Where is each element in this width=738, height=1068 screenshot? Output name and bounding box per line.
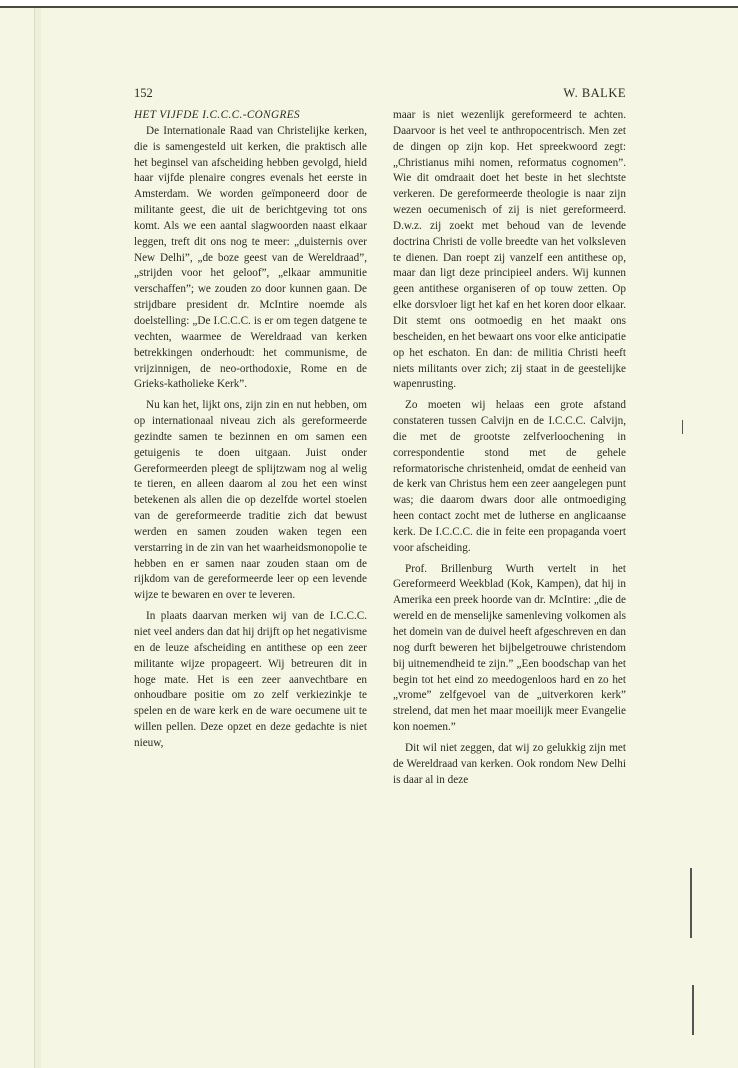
left-paragraph-1: De Internationale Raad van Christelijke kerken, die is samengesteld uit kerken, die praktisch alle het beginsel van afscheiding hebben gevolgd, hield haar vijfde plenaire congres evenals het eerste in Amsterdam. We worden geïmponeerd door de militante geest, die uit de berichtgeving tot ons komt. Als we een aantal slagwoorden naast elkaar leggen, treft dit ons nog te meer: „duisternis over New Delhi”, „de boze geest van de Wereldraad”, „strijden voor het geloof”, „elkaar ammunitie verschaffen”; we zouden zo door kunnen gaan. De strijdbare president dr. McIntire noemde als doelstelling: „De I.C.C.C. is er om tegen datgene te vechten, waarmee de Wereldraad van kerken betrekkingen onderhoudt: het communisme, de vrijzinnigen, de neo-orthodoxie, Rome en de Grieks-katholieke Kerk”. bbox=[134, 124, 367, 391]
scan-artifact-mark bbox=[682, 420, 683, 434]
right-column bbox=[393, 108, 626, 788]
right-paragraph-1: maar is niet wezenlijk gereformeerd te achten. Daarvoor is het veel te anthropocentrisch. Men zet de dingen op zijn kop. Het spreekwoord zegt: „Christianus mihi nomen, reformatus cognomen”. Wie dit omdraait doet het beste in het slechtste verkeren. De gereformeerde theologie is naar zijn wezen oecumenisch of zij is niet gereformeerd. D.w.z. zij zoekt met behoud van de levende doctrina Christi de volle breedte van het volksleven te dienen. Dan roept zij vanzelf een antithese op, maar dan ligt deze principieel anders. Wij kunnen geen antithese organiseren of op touw zetten. Op elke dorsvloer ligt het kaf en het koren door elkaar. Dit stemt ons ootmoedig en het maakt ons bescheiden, en het bewaart ons voor elke anticipatie op het eschaton. En dan: de militia Christi heeft niets militants over zich; zij staat in de geestelijke wapenrusting. bbox=[393, 109, 626, 391]
left-paragraph-3: In plaats daarvan merken wij van de I.C.C.C. niet veel anders dan dat hij drijft op het negativisme en de leuze afscheiding en antithese op een zeer militante wijze propageert. Wij betreuren dit in hoge mate. Het is een zeer aanvechtbare en onhoudbare positie om zo zelf verkiezinkje te spelen en de ware kerk en de ware oecumene uit te willen pellen. Deze opzet en deze gedachte is niet nieuw, bbox=[134, 610, 367, 749]
page-number: 152 bbox=[134, 86, 153, 100]
scan-artifact-mark bbox=[692, 985, 694, 1035]
left-column bbox=[134, 108, 367, 752]
right-paragraph-3: Prof. Brillenburg Wurth vertelt in het Gereformeerd Weekblad (Kok, Kampen), dat hij in Amerika een preek hoorde van dr. McIntire: „die de wereld en de menselijke samenleving volkomen als het domein van de duivel heeft afgeschreven en dan nog durft beweren het bijbelgetrouwe christendom bij uitnemendheid te zijn.” „Een boodschap van het begin tot het eind zo meedogenloos hard en zo het „vrome” zelfgevoel van de „uitverkoren kerk” strelend, dat men het maar moeilijk meer Evangelie kon noemen.” bbox=[393, 562, 626, 734]
page-header bbox=[134, 86, 626, 104]
scan-left-margin bbox=[34, 8, 41, 1068]
right-paragraph-4: Dit wil niet zeggen, dat wij zo gelukkig zijn met de Wereldraad van kerken. Ook rondom New Delhi is daar al in deze bbox=[393, 741, 626, 786]
running-head-author: W. BALKE bbox=[563, 86, 626, 100]
scan-artifact-mark bbox=[690, 868, 692, 938]
section-title: HET VIJFDE I.C.C.C.-CONGRES bbox=[134, 109, 300, 121]
left-paragraph-2: Nu kan het, lijkt ons, zijn zin en nut hebben, om op internationaal niveau zich als gereformeerde gezindte samen te bezinnen en om samen een getuigenis te doen uitgaan. Juist onder Gereformeerden pleegt de splijtzwam nog al welig te tieren, en alleen daarom al zou het een winst betekenen als allen die op dezelfde wortel stoelen van de gereformeerde traditie zich dat bewust werden en samen zouden waken tegen een verstarring in de zin van het waarheidsmonopolie te hebben en er samen naar zouden staan om de rijkdom van de gereformeerde leer op een levende wijze te bewaren en over te leveren. bbox=[134, 399, 367, 602]
right-paragraph-2: Zo moeten wij helaas een grote afstand constateren tussen Calvijn en de I.C.C.C. Calvijn, die met de grootste zelfverloochening in correspondentie stond met de gehele reformatorische christenheid, omdat de eenheid van de kerk van Christus hem een zeer aangelegen punt was; die daarom dwars door alle ontmoediging heen contact zocht met de lutherse en anglicaanse kerk. De I.C.C.C. die in feite een propaganda voert voor afscheiding. bbox=[393, 399, 626, 554]
scan-top-border bbox=[0, 0, 738, 8]
